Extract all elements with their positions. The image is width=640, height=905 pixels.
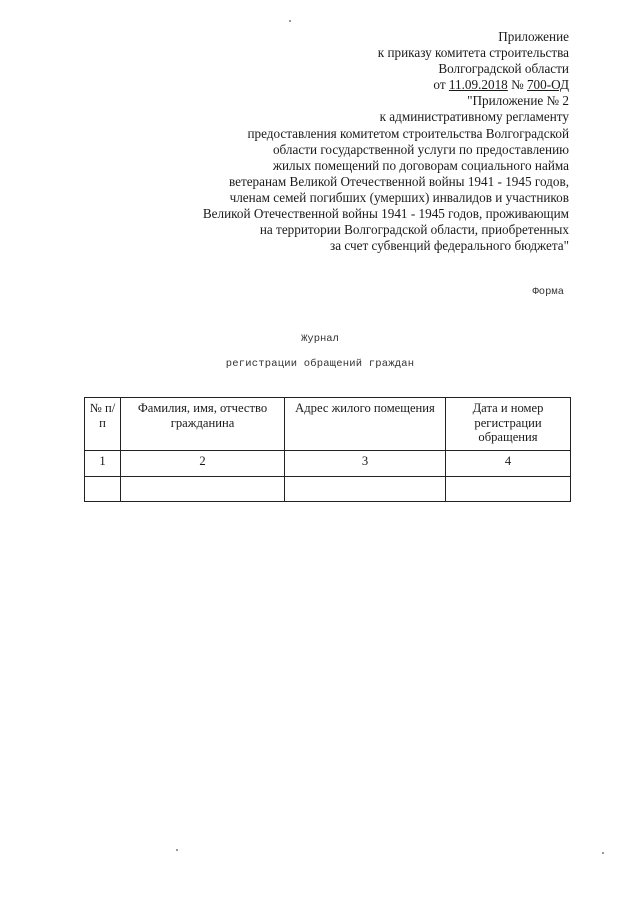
header-line: предоставления комитетом строительства Волгоградской <box>247 125 569 141</box>
header-line: на территории Волгоградской области, приобретенных <box>259 222 569 238</box>
header-line: Приложение <box>498 29 569 44</box>
order-date: 11.09.2018 <box>448 77 508 93</box>
column-header-registration: Дата и номер регистрации обращения <box>446 398 571 451</box>
column-number: 3 <box>285 451 446 477</box>
scan-speck <box>602 852 604 854</box>
column-header-address: Адрес жилого помещения <box>285 398 446 451</box>
header-line: за счет субвенций федерального бюджета" <box>330 238 569 254</box>
header-line: ветеранам Великой Отечественной войны 1941 - 1945 годов, <box>228 173 569 189</box>
table-header-row <box>85 398 571 451</box>
table-row <box>85 477 571 502</box>
table-cell <box>446 477 571 502</box>
header-line: "Приложение № 2 <box>467 93 569 109</box>
form-label: Форма <box>532 286 564 298</box>
column-number: 1 <box>85 451 121 477</box>
column-number-row <box>85 451 571 477</box>
column-header-number: № п/п <box>85 398 121 451</box>
order-number-sign: № <box>507 77 527 93</box>
header-line: области государственной услуги по предоставлению <box>272 141 569 157</box>
table-cell <box>85 477 121 502</box>
journal-title: Журнал <box>301 333 339 345</box>
table-cell <box>121 477 285 502</box>
header-line: к административному регламенту <box>379 109 569 125</box>
order-number: 700-ОД <box>526 77 569 93</box>
table-cell <box>285 477 446 502</box>
appendix-header <box>149 29 569 254</box>
header-line: Волгоградской области <box>438 61 569 77</box>
header-line: членам семей погибших (умерших) инвалидов и участников <box>229 189 569 205</box>
column-header-full-name: Фамилия, имя, отчество гражданина <box>121 398 285 451</box>
header-line: к приказу комитета строительства <box>377 45 569 61</box>
journal-subtitle: регистрации обращений граждан <box>225 358 415 370</box>
scan-speck <box>289 20 291 22</box>
column-number: 2 <box>121 451 285 477</box>
column-number: 4 <box>446 451 571 477</box>
scan-speck <box>176 849 178 851</box>
order-prefix: от <box>433 77 449 93</box>
header-line: жилых помещений по договорам социального найма <box>272 157 569 173</box>
header-line: Великой Отечественной войны 1941 - 1945 годов, проживающим <box>202 206 569 222</box>
order-reference <box>149 77 569 93</box>
registration-table <box>84 397 571 502</box>
